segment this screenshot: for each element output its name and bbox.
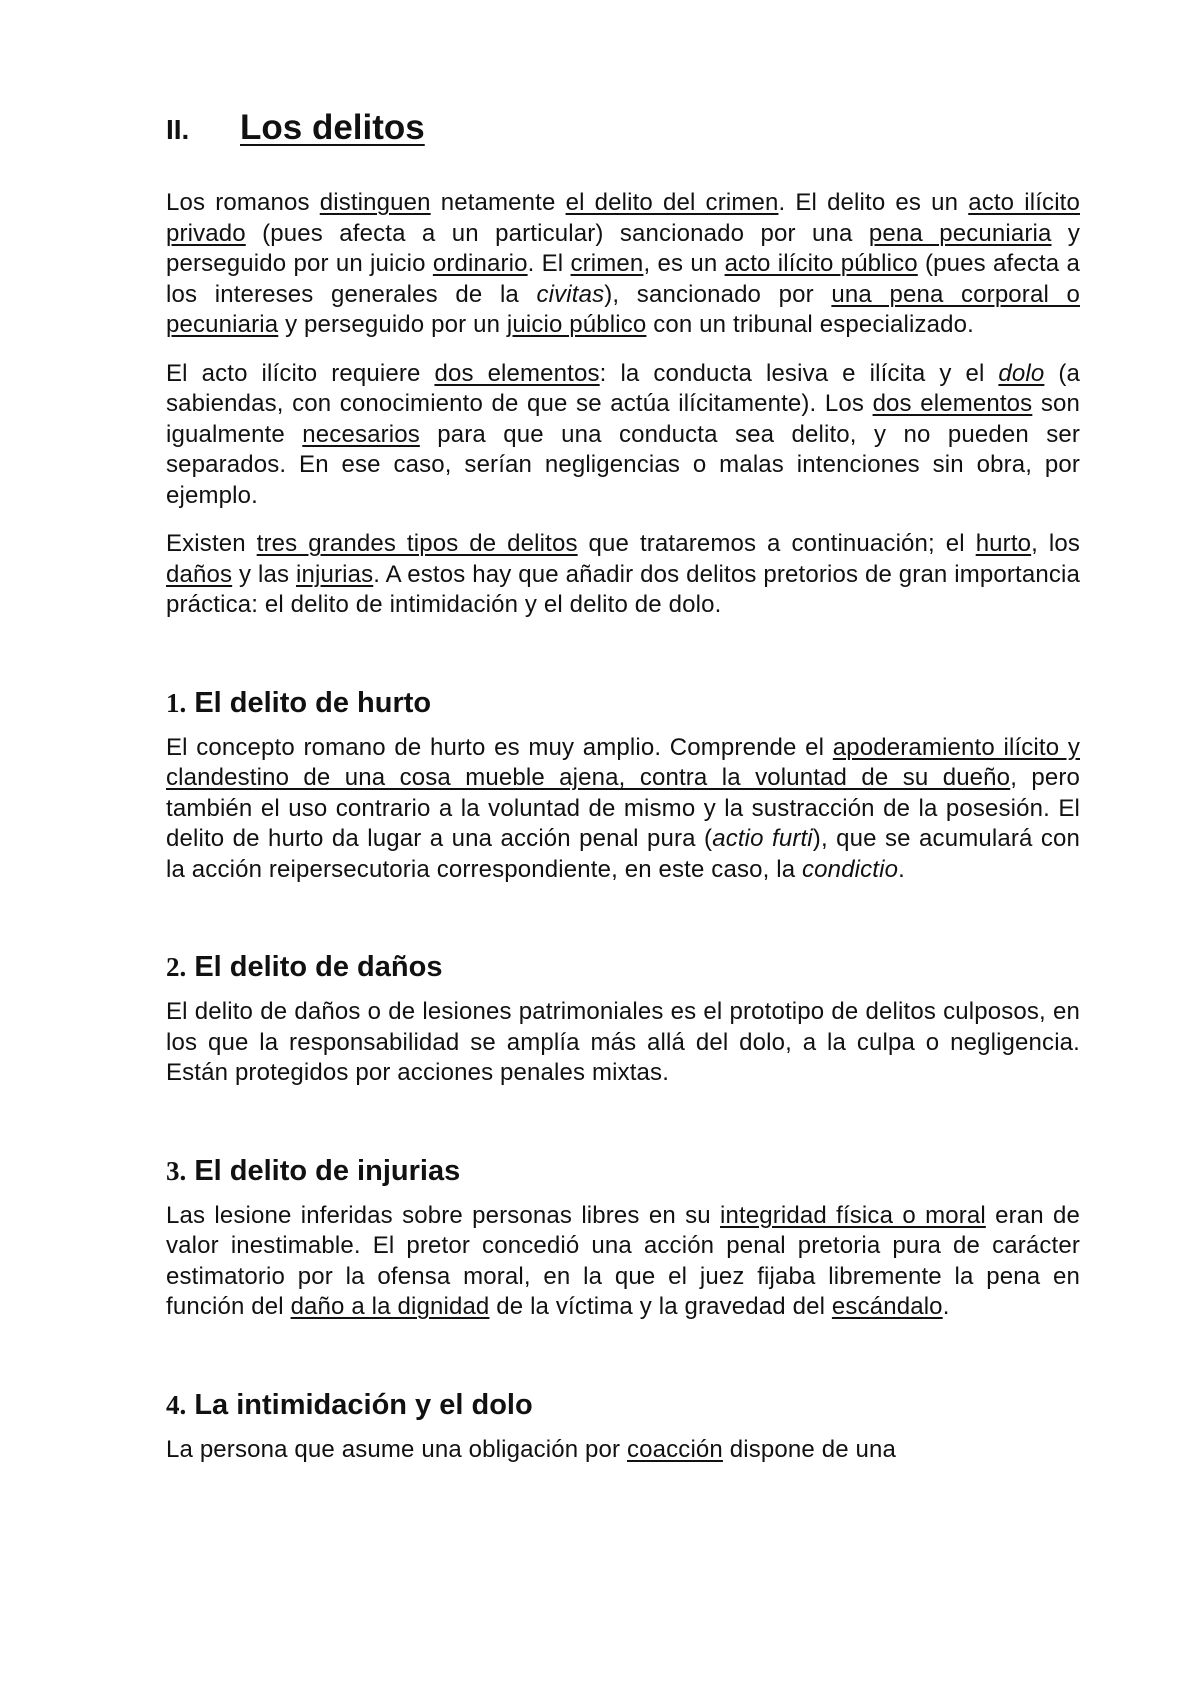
intro-paragraph-3: Existen tres grandes tipos de delitos que trataremos a continuación; el hurto, los daños y las injurias. A estos hay que añadir dos delitos pretorios de gran importancia práctica: el delito de intimidación y el delito de dolo. — [166, 530, 1081, 618]
underlined-term: daños — [166, 560, 233, 588]
section-title: La intimidación y el dolo — [194, 1388, 533, 1421]
underlined-term: daño a la dignidad — [290, 1293, 490, 1320]
section-heading-danos — [166, 947, 1080, 987]
section-number: 1. — [166, 687, 187, 718]
underlined-term: dos elementos — [434, 359, 600, 387]
chapter-heading — [166, 108, 1080, 166]
intro-paragraph-2: El acto ilícito requiere dos elementos: la conducta lesiva e ilícita y el dolo (a sabiendas, con conocimiento de que se actúa ilícitamente). Los dos elementos son igualmente necesarios para que una conducta sea delito, y no pueden ser separados. En ese caso, serían negligencias o malas intenciones sin obra, por ejemplo. — [166, 359, 1080, 509]
underlined-term: coacción — [627, 1435, 723, 1463]
chapter-title: Los delitos — [240, 108, 425, 147]
intro-paragraph-1: Los romanos distinguen netamente el delito del crimen. El delito es un acto ilícito privado (pues afecta a un particular) sancionado por una pena pecuniaria y perseguido por un juicio ordinario. El crimen, es un acto ilícito público (pues afecta a los intereses generales de la civitas), sancionado por una pena corporal o pecuniaria y perseguido por un juicio público con un tribunal especializado. — [166, 189, 1081, 338]
underlined-term: crimen — [570, 250, 644, 277]
underlined-term: apoderamiento ilícito y — [832, 733, 1080, 761]
underlined-term: acto ilícito privado — [166, 189, 1080, 247]
underlined-term: injurias — [296, 560, 374, 588]
underlined-term: tres grandes tipos de delitos — [256, 530, 578, 557]
underlined-term: dolo — [998, 359, 1045, 387]
underlined-term: pena pecuniaria — [868, 219, 1052, 247]
italic-term: condictio — [802, 855, 899, 883]
chapter-number: II. — [166, 114, 190, 145]
underlined-term: escándalo — [831, 1293, 943, 1320]
underlined-term: hurto — [975, 530, 1032, 557]
section-title: El delito de daños — [194, 951, 443, 983]
section-title: El delito de injurias — [194, 1154, 461, 1187]
underlined-term: necesarios — [302, 420, 420, 448]
section-heading-hurto — [166, 683, 1080, 723]
section-paragraph-intimidacion: La persona que asume una obligación por coacción dispone de una — [166, 1435, 896, 1463]
underlined-term: juicio público — [506, 311, 647, 338]
underlined-term: clandestino de una cosa mueble ajena, contra la voluntad de su dueño — [166, 764, 1011, 791]
underlined-term: ordinario — [432, 250, 528, 277]
section-heading-injurias — [166, 1151, 1080, 1191]
underlined-term: integridad física o moral — [719, 1201, 986, 1229]
section-paragraph-hurto: El concepto romano de hurto es muy amplio. Comprende el apoderamiento ilícito y clandestino de una cosa mueble ajena, contra la voluntad de su dueño, pero también el uso contrario a la voluntad de mismo y la sustracción de la posesión. El delito de hurto da lugar a una acción penal pura (actio furti), que se acumulará con la acción reipersecutoria correspondiente, en este caso, la condictio. — [166, 733, 1080, 883]
section-paragraph-injurias: Las lesione inferidas sobre personas libres en su integridad física o moral eran de valor inestimable. El pretor concedió una acción penal pretoria pura de carácter estimatorio por la ofensa moral, en la que el juez fijaba libremente la pena en función del daño a la dignidad de la víctima y la gravedad del escándalo. — [166, 1201, 1080, 1320]
document-page — [166, 108, 1080, 1465]
underlined-term: acto ilícito público — [724, 250, 918, 277]
italic-term: actio furti — [712, 825, 813, 852]
section-heading-intimidacion — [166, 1385, 1080, 1425]
underlined-term: el delito del crimen — [565, 189, 779, 216]
section-number: 3. — [166, 1155, 187, 1186]
underlined-term: una pena corporal o pecuniaria — [166, 280, 1081, 338]
italic-term: civitas — [536, 280, 605, 308]
section-paragraph-danos: El delito de daños o de lesiones patrimoniales es el prototipo de delitos culposos, en los que la responsabilidad se amplía más allá del dolo, a la culpa o negligencia. Están protegidos por acciones penales mixtas. — [166, 998, 1080, 1086]
section-number: 4. — [166, 1389, 187, 1420]
section-title: El delito de hurto — [194, 686, 432, 719]
section-number: 2. — [166, 952, 187, 982]
underlined-term: dos elementos — [872, 390, 1033, 417]
underlined-term: distinguen — [319, 189, 431, 216]
